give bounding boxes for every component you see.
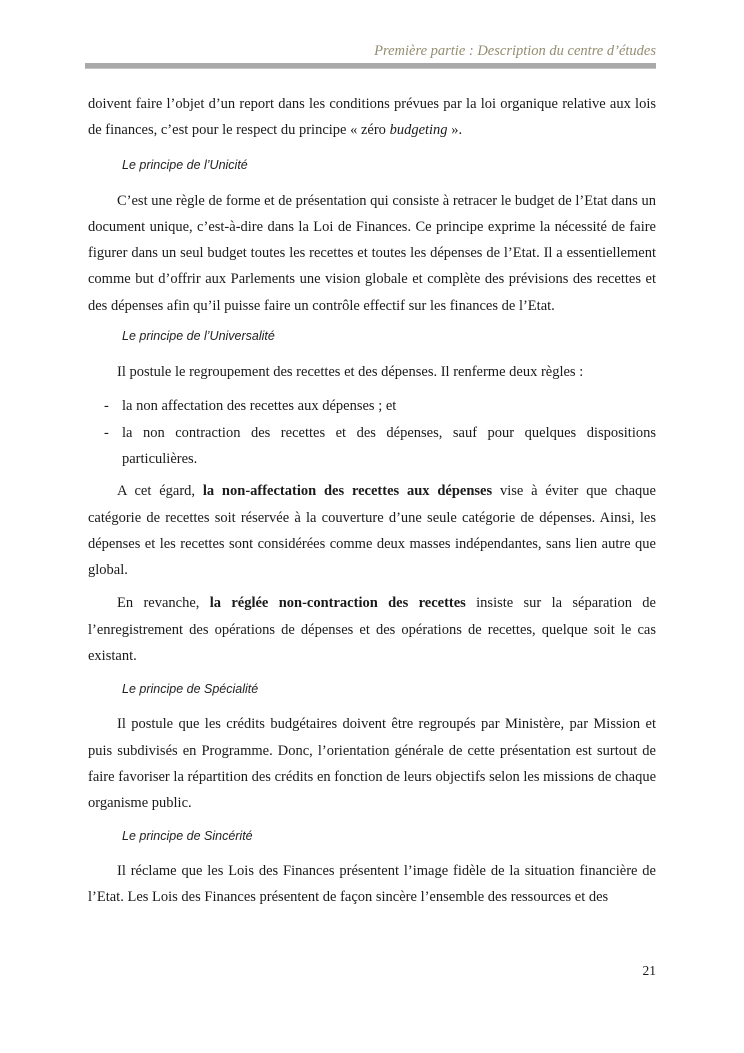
paragraph-specialite: Il postule que les crédits budgétaires doivent être regroupés par Ministère, par Mission et puis subdivisés en Programme. Donc, l’orientation générale de cette présentation est surtout de faire favoriser la répartition des crédits en fonction de leurs objectifs selon les missions de chaque organisme public.	[88, 716, 656, 812]
paragraph-text: ».	[447, 122, 463, 139]
paragraph-universalite-intro: Il postule le regroupement des recettes et des dépenses. Il renferme deux règles :	[117, 364, 584, 381]
list-item	[88, 420, 656, 473]
list-item-text: la non contraction des recettes et des dépenses, sauf pour quelques dispositions particulières.	[122, 424, 656, 467]
paragraph-unicite: C’est une règle de forme et de présentation qui consiste à retracer le budget de l’Etat dans un document unique, c’est-à-dire dans la Loi de Finances. Ce principe exprime la nécessité de faire figurer dans un seul budget toutes les recettes et toutes les dépenses de l’Etat. Il a essentiellement comme but d’offrir aux Parlements une vision globale et complète des prévisions des recettes et des dépenses afin qu’il puisse faire un contrôle effectif sur les finances de l’Etat.	[88, 192, 656, 314]
running-header-title: Première partie : Description du centre d’études	[374, 43, 656, 59]
paragraph-non-contraction	[88, 590, 656, 669]
list-item	[88, 393, 656, 419]
paragraph-text: insiste sur la séparation de l’enregistrement des opérations de dépenses et des opérations de recettes, quelque soit le cas existant.	[88, 595, 656, 665]
page-number: 21	[642, 963, 656, 978]
heading-principe-specialite: Le principe de Spécialité	[122, 682, 259, 697]
heading-principe-unicite: Le principe de l’Unicité	[122, 157, 248, 172]
heading-principe-sincerite: Le principe de Sincérité	[122, 828, 253, 843]
italic-term: budgeting	[389, 122, 448, 139]
paragraph-text: A cet égard,	[117, 483, 203, 500]
heading-principe-universalite: Le principe de l’Universalité	[122, 329, 275, 344]
rules-list	[88, 393, 656, 472]
page-content	[88, 0, 656, 910]
list-item-text: la non affectation des recettes aux dépenses ; et	[122, 398, 397, 415]
paragraph-non-affectation	[88, 478, 656, 583]
bold-term: la réglée non-contraction des recettes	[209, 595, 466, 612]
paragraph-text: En revanche,	[117, 595, 210, 612]
paragraph-text: doivent faire l’objet d’un report dans les conditions prévues par la loi organique relative aux lois de finances, c’est pour le respect du principe « zéro	[88, 96, 656, 139]
header-rule	[85, 63, 656, 69]
paragraph-report-conditions	[88, 91, 656, 144]
list-item-marker: -	[104, 424, 109, 441]
paragraph-sincerite: Il réclame que les Lois des Finances présentent l’image fidèle de la situation financière de l’Etat. Les Lois des Finances présentent de façon sincère l’ensemble des ressources et des	[88, 862, 656, 905]
bold-term: la non-affectation des recettes aux dépenses	[202, 483, 493, 500]
running-header	[88, 0, 656, 69]
list-item-marker: -	[104, 398, 109, 415]
paragraph-text: vise à éviter que chaque catégorie de recettes soit réservée à la couverture d’une seule catégorie de dépenses. Ainsi, les dépenses et les recettes sont considérées comme deux masses indépendantes, sans lien autre que global.	[88, 483, 656, 579]
